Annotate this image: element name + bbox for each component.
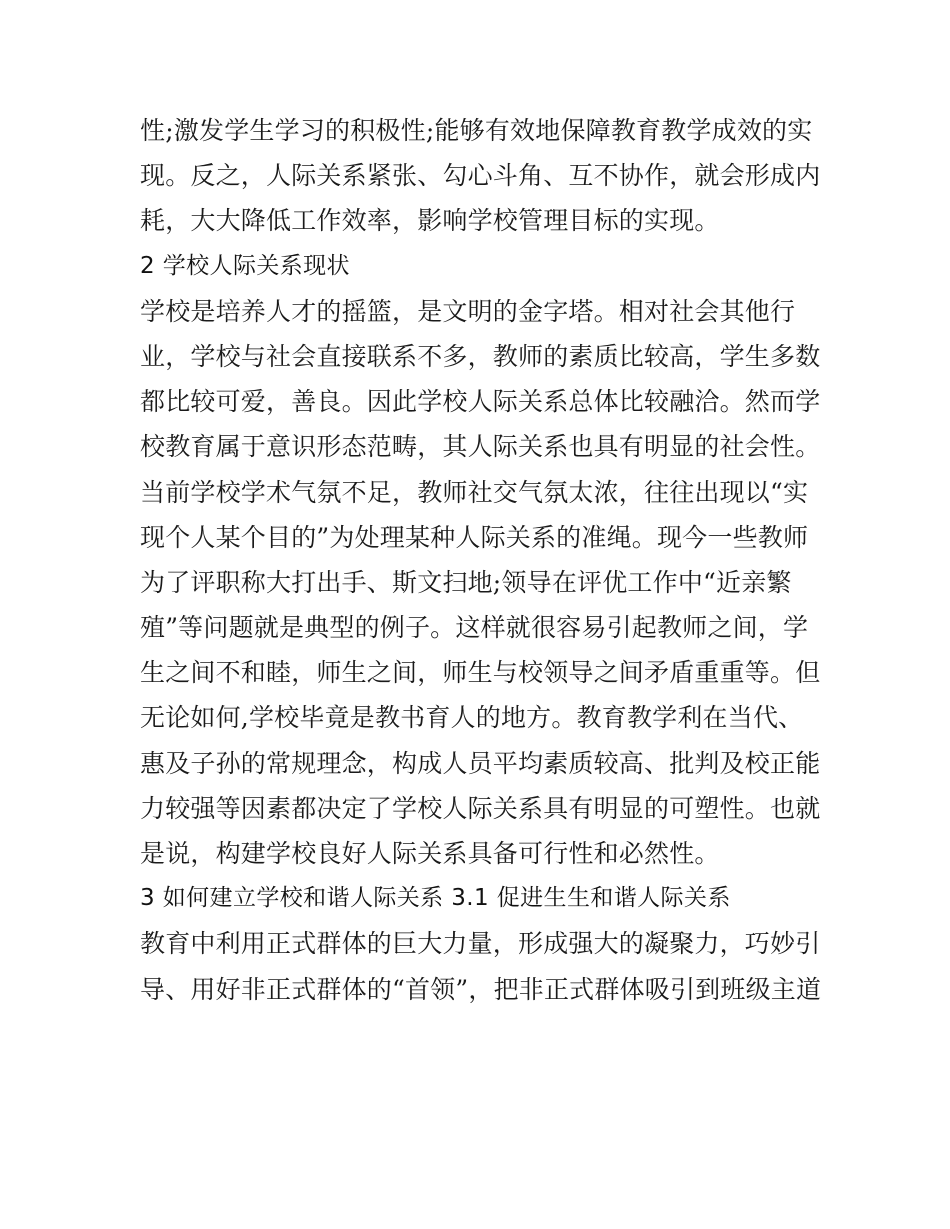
body-text-line: 学校是培养人才的摇篮，是文明的金字塔。相对社会其他行 <box>140 296 796 326</box>
body-text-line: 无论如何,学校毕竟是教书育人的地方。教育教学利在当代、 <box>140 703 804 733</box>
body-text-line: 都比较可爱，善良。因此学校人际关系总体比较融洽。然而学 <box>140 387 821 417</box>
body-text-line: 现个人某个目的”为处理某种人际关系的准绳。现今一些教师 <box>140 522 809 552</box>
body-text-line: 当前学校学术气氛不足，教师社交气氛太浓，往往出现以“实 <box>140 477 809 507</box>
body-text-line: 校教育属于意识形态范畴，其人际关系也具有明显的社会性。 <box>140 432 821 462</box>
body-text-line: 耗，大大降低工作效率，影响学校管理目标的实现。 <box>140 206 720 236</box>
body-text-line: 为了评职称大打出手、斯文扫地;领导在评优工作中“近亲繁 <box>140 567 792 597</box>
section-heading: 3 如何建立学校和谐人际关系 3.1 促进生生和谐人际关系 <box>140 885 731 912</box>
body-text-line: 性;激发学生学习的积极性;能够有效地保障教育教学成效的实 <box>140 116 813 145</box>
body-text-line: 现。反之，人际关系紧张、勾心斗角、互不协作，就会形成内 <box>140 161 821 191</box>
body-text-line: 教育中利用正式群体的巨大力量，形成强大的凝聚力，巧妙引 <box>140 929 821 959</box>
body-text-line: 惠及子孙的常规理念，构成人员平均素质较高、批判及校正能 <box>140 748 821 778</box>
body-text-line: 殖”等问题就是典型的例子。这样就很容易引起教师之间，学 <box>140 613 809 643</box>
body-text-line: 力较强等因素都决定了学校人际关系具有明显的可塑性。也就 <box>140 793 821 823</box>
body-text-line: 生之间不和睦，师生之间，师生与校领导之间矛盾重重等。但 <box>140 658 821 688</box>
body-text-line: 是说，构建学校良好人际关系具备可行性和必然性。 <box>140 839 720 868</box>
body-text-line: 导、用好非正式群体的“首领”，把非正式群体吸引到班级主道 <box>140 974 822 1004</box>
body-text-line: 业，学校与社会直接联系不多，教师的素质比较高，学生多数 <box>140 341 821 371</box>
document-body <box>140 108 820 1012</box>
section-heading: 2 学校人际关系现状 <box>140 252 350 279</box>
